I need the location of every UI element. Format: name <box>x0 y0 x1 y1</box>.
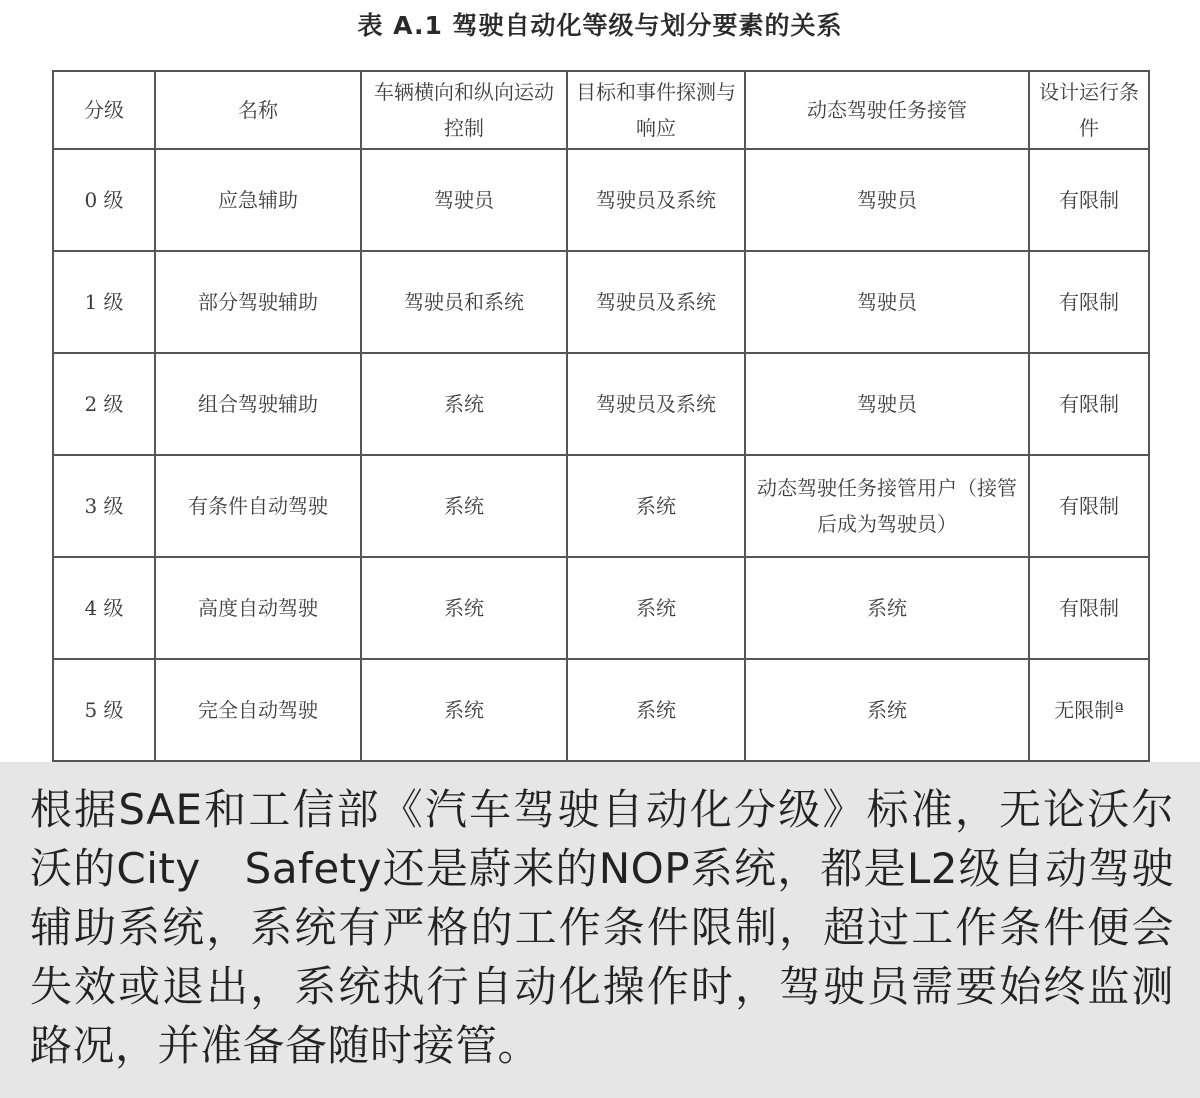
cell-name: 应急辅助 <box>155 149 361 251</box>
table-row <box>53 455 1149 557</box>
cell-motion-control: 系统 <box>361 659 567 761</box>
cell-fallback: 驾驶员 <box>745 353 1029 455</box>
cell-odd: 无限制ª <box>1029 659 1149 761</box>
cell-name: 部分驾驶辅助 <box>155 251 361 353</box>
cell-fallback: 系统 <box>745 557 1029 659</box>
cell-detection: 系统 <box>567 659 745 761</box>
header-object-event-detection: 目标和事件探测与响应 <box>567 71 745 149</box>
cell-level: 5 级 <box>53 659 155 761</box>
cell-fallback: 驾驶员 <box>745 149 1029 251</box>
table-row <box>53 251 1149 353</box>
header-level: 分级 <box>53 71 155 149</box>
cell-motion-control: 驾驶员 <box>361 149 567 251</box>
cell-name: 有条件自动驾驶 <box>155 455 361 557</box>
cell-level: 1 级 <box>53 251 155 353</box>
cell-odd: 有限制 <box>1029 251 1149 353</box>
cell-motion-control: 驾驶员和系统 <box>361 251 567 353</box>
cell-odd: 有限制 <box>1029 353 1149 455</box>
table-header-row <box>53 71 1149 149</box>
cell-motion-control: 系统 <box>361 455 567 557</box>
cell-odd: 有限制 <box>1029 455 1149 557</box>
cell-level: 0 级 <box>53 149 155 251</box>
cell-odd: 有限制 <box>1029 557 1149 659</box>
cell-detection: 系统 <box>567 455 745 557</box>
cell-fallback: 驾驶员 <box>745 251 1029 353</box>
header-motion-control: 车辆横向和纵向运动控制 <box>361 71 567 149</box>
cell-level: 3 级 <box>53 455 155 557</box>
cell-odd: 有限制 <box>1029 149 1149 251</box>
cell-fallback: 动态驾驶任务接管用户（接管后成为驾驶员） <box>745 455 1029 557</box>
cell-detection: 驾驶员及系统 <box>567 251 745 353</box>
cell-name: 组合驾驶辅助 <box>155 353 361 455</box>
cell-fallback: 系统 <box>745 659 1029 761</box>
cell-motion-control: 系统 <box>361 353 567 455</box>
cell-level: 4 级 <box>53 557 155 659</box>
header-ddt-fallback: 动态驾驶任务接管 <box>745 71 1029 149</box>
cell-name: 完全自动驾驶 <box>155 659 361 761</box>
caption-text: 根据SAE和工信部《汽车驾驶自动化分级》标准，无论沃尔沃的City Safety还是蔚来的NOP系统，都是L2级自动驾驶辅助系统，系统有严格的工作条件限制，超过工作条件便会失效或退出，系统执行自动化操作时，驾驶员需要始终监测路况，并准备备随时接管。 <box>0 762 1200 1098</box>
cell-name: 高度自动驾驶 <box>155 557 361 659</box>
cell-detection: 驾驶员及系统 <box>567 353 745 455</box>
table-row <box>53 659 1149 761</box>
cell-level: 2 级 <box>53 353 155 455</box>
table-title: 表 A.1 驾驶自动化等级与划分要素的关系 <box>357 11 843 40</box>
cell-detection: 驾驶员及系统 <box>567 149 745 251</box>
table-row <box>53 353 1149 455</box>
table-row <box>53 149 1149 251</box>
table-row <box>53 557 1149 659</box>
automation-levels-table <box>52 70 1150 762</box>
header-name: 名称 <box>155 71 361 149</box>
cell-motion-control: 系统 <box>361 557 567 659</box>
cell-detection: 系统 <box>567 557 745 659</box>
header-odd: 设计运行条件 <box>1029 71 1149 149</box>
